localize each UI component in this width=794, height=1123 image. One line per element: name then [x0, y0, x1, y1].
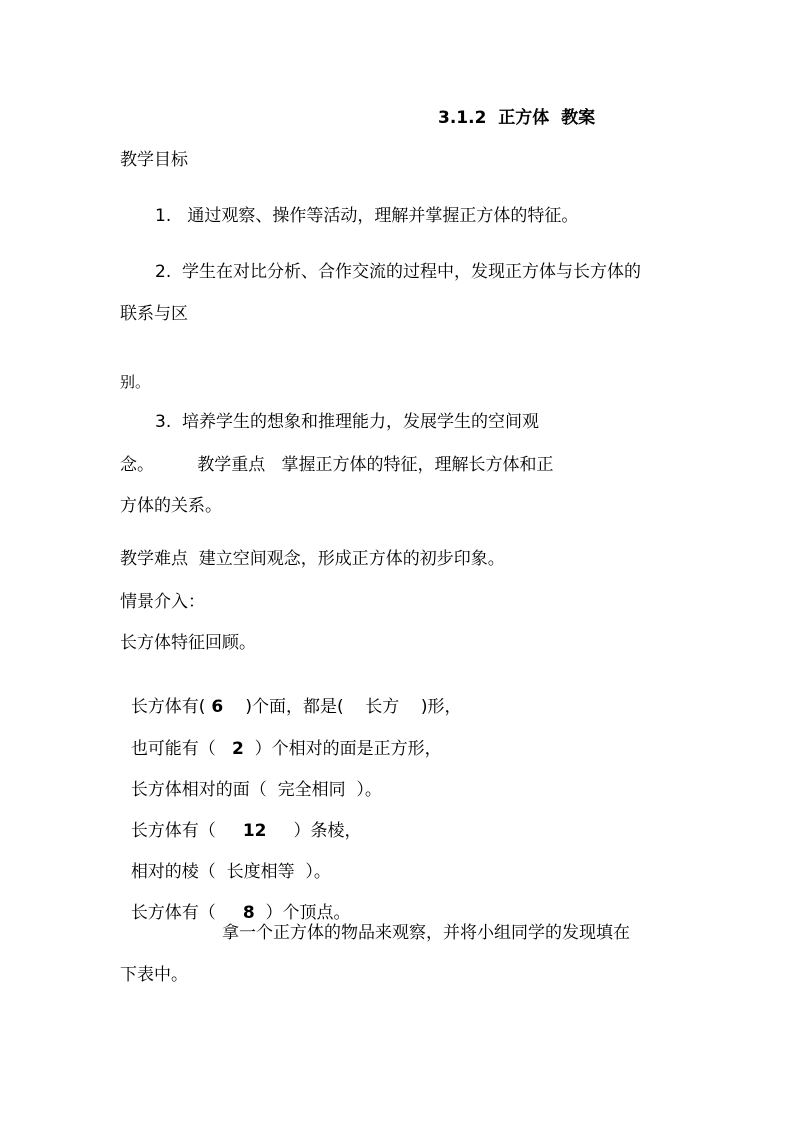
answer-blank: 2	[232, 739, 244, 759]
question-text: 长方体有（	[130, 821, 243, 841]
goal-2-end: 别。	[120, 373, 151, 391]
answer-blank: 长方	[365, 697, 400, 717]
question-text: 长方体有(	[130, 697, 206, 717]
question-opposite-edges	[120, 839, 331, 883]
question-text: )形，	[399, 697, 462, 717]
question-text: ）个顶点。	[254, 903, 351, 923]
section-heading-goals: 教学目标	[120, 150, 188, 170]
page-title: 3.1.2 正方体 教案	[438, 108, 596, 128]
answer-blank: 8	[242, 903, 255, 923]
question-vertices	[120, 880, 351, 924]
answer-blank: 长度相等	[226, 862, 295, 882]
question-square-faces	[120, 716, 442, 760]
question-text: 长方体相对的面（	[130, 780, 278, 800]
review-heading: 长方体特征回顾。	[120, 633, 256, 653]
task-instruction-end: 下表中。	[120, 965, 188, 985]
question-text: 相对的棱（	[130, 862, 227, 882]
goal-3-and-key-point: 念。 教学重点 掌握正方体的特征，理解长方体和正	[120, 455, 554, 475]
question-text: 也可能有（	[130, 739, 233, 759]
question-opposite-faces	[120, 757, 382, 801]
question-text: ）个相对的面是正方形，	[243, 739, 442, 759]
task-instruction: 拿一个正方体的物品来观察，并将小组同学的发现填在	[222, 923, 630, 943]
goal-1: 1. 通过观察、操作等活动，理解并掌握正方体的特征。	[155, 206, 579, 226]
question-text: 长方体有（	[130, 903, 243, 923]
goal-2-continued: 联系与区	[120, 304, 188, 324]
question-faces	[120, 674, 461, 718]
question-text: ）。	[345, 780, 382, 800]
answer-blank: 12	[242, 821, 267, 841]
goal-3: 3. 培养学生的想象和推理能力，发展学生的空间观	[155, 412, 540, 432]
intro-heading: 情景介入：	[120, 592, 205, 612]
answer-blank: 6	[205, 697, 230, 717]
question-edges	[120, 798, 362, 842]
teaching-difficulty: 教学难点 建立空间观念，形成正方体的初步印象。	[120, 549, 505, 569]
goal-2: 2. 学生在对比分析、合作交流的过程中，发现正方体与长方体的	[155, 262, 642, 282]
question-text: ）。	[294, 862, 331, 882]
answer-blank: 完全相同	[277, 780, 346, 800]
question-text: ）条棱，	[266, 821, 362, 841]
question-text: )个面，都是(	[229, 697, 366, 717]
key-point-end: 方体的关系。	[120, 496, 222, 516]
